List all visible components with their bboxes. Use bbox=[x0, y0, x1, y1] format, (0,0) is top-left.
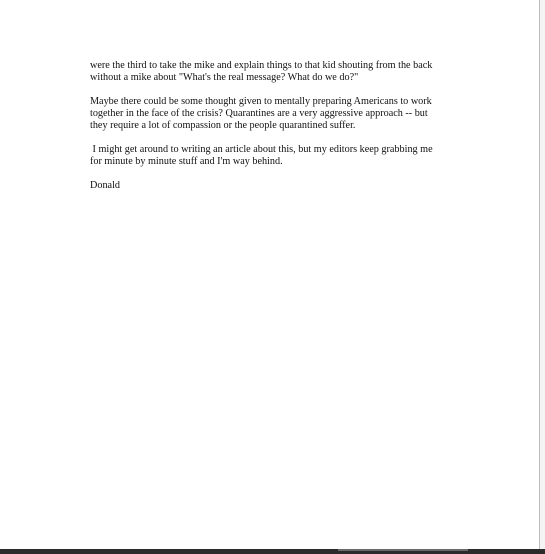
paragraph-line: were the third to take the mike and explain things to that kid shouting from the back bbox=[90, 60, 433, 71]
paragraph-2 bbox=[90, 96, 460, 132]
viewer-gutter bbox=[540, 0, 545, 554]
email-body bbox=[90, 60, 460, 204]
signature-name: Donald bbox=[90, 180, 120, 191]
paragraph-1 bbox=[90, 60, 460, 84]
paragraph-line: without a mike about "What's the real message? What do we do?" bbox=[90, 72, 359, 83]
paragraph-line: I might get around to writing an article about this, but my editors keep grabbing me bbox=[90, 144, 433, 155]
paragraph-line: for minute by minute stuff and I'm way behind. bbox=[90, 156, 283, 167]
paragraph-3 bbox=[90, 144, 460, 168]
paragraph-line: they require a lot of compassion or the people quarantined suffer. bbox=[90, 120, 356, 131]
paragraph-line: Maybe there could be some thought given to mentally preparing Americans to work bbox=[90, 96, 432, 107]
horizontal-scroll-indicator[interactable] bbox=[338, 549, 468, 551]
paragraph-line: together in the face of the crisis? Quarantines are a very aggressive approach -- but bbox=[90, 108, 428, 119]
signature bbox=[90, 180, 460, 192]
